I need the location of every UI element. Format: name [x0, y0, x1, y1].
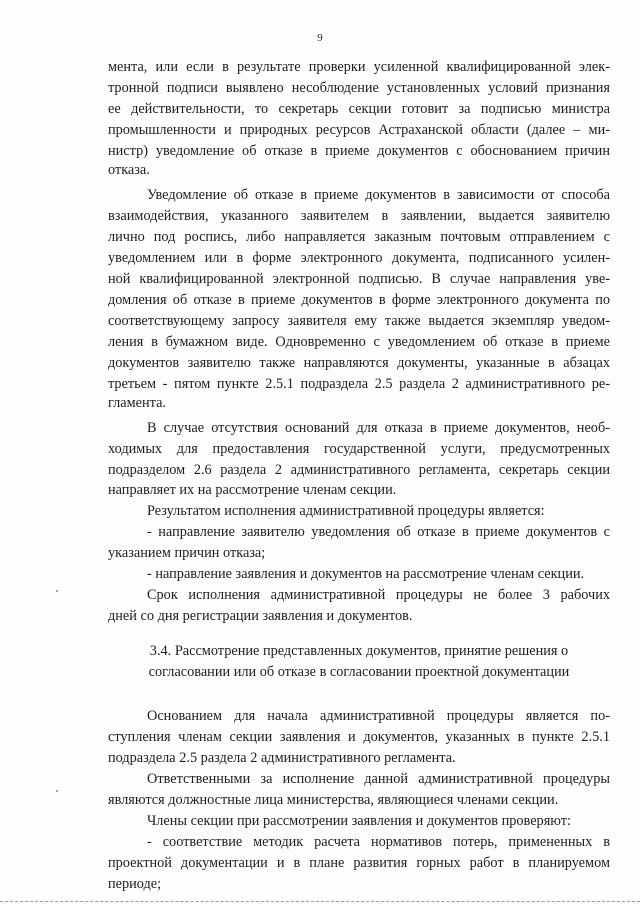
text-line: подраздела 2.5 раздела 2 административного регламента.: [108, 750, 456, 766]
text-line: ной квалифицированной электронной подписью. В случае направления уве-: [108, 271, 610, 287]
text-line: Результатом исполнения административной процедуры является:: [147, 503, 545, 519]
section-heading: 3.4. Рассмотрение представленных документов, принятие решения о: [149, 643, 569, 659]
text-line: тронной подписи выявлено несоблюдение установленных условий признания: [108, 80, 610, 96]
text-line: документов заявителю также направляются документы, указанные в абзацах: [108, 355, 610, 371]
text-line: Срок исполнения административной процедуры не более 3 рабочих: [147, 587, 610, 603]
scan-speck: [56, 590, 58, 592]
text-line: гламента.: [108, 395, 167, 411]
list-item: - соответствие методик расчета нормативов потерь, примененных в: [147, 834, 610, 850]
text-line: отказа.: [108, 162, 150, 178]
text-line: дней со дня регистрации заявления и документов.: [108, 608, 413, 624]
text-line: мента, или если в результате проверки усиленной квалифицированной элек-: [108, 59, 610, 75]
text-line: третьем - пятом пункте 2.5.1 подраздела 2.5 раздела 2 административного ре-: [108, 376, 610, 392]
text-line: указанием причин отказа;: [108, 545, 266, 561]
text-line: Ответственными за исполнение данной административной процедуры: [147, 771, 610, 787]
list-item: - направление заявления и документов на рассмотрение членам секции.: [147, 566, 585, 582]
scan-edge-line: [0, 901, 640, 902]
scan-speck: [56, 790, 58, 792]
list-item: - направление заявителю уведомления об отказе в приеме документов с: [147, 524, 610, 540]
text-line: подразделом 2.6 раздела 2 административного регламента, секретарь секции: [108, 462, 610, 478]
text-line: промышленности и природных ресурсов Астраханской области (далее – ми-: [108, 122, 610, 138]
section-heading: согласовании или об отказе в согласовании проектной документации: [148, 664, 570, 680]
text-line: ления в бумажном виде. Одновременно с уведомлением об отказе в приеме: [108, 334, 610, 350]
text-line: уведомлением или в форме электронного документа, подписанного усилен-: [108, 250, 610, 266]
text-line: лично под роспись, либо направляется заказным почтовым отправлением с: [108, 229, 610, 245]
text-line: Основанием для начала административной процедуры является по-: [147, 708, 610, 724]
text-line: Члены секции при рассмотрении заявления и документов проверяют:: [147, 813, 571, 829]
text-line: домления об отказе в приеме документов в форме электронного документа по: [108, 292, 610, 308]
text-line: направляет их на рассмотрение членам секции.: [108, 482, 397, 498]
text-line: В случае отсутствия оснований для отказа в приеме документов, необ-: [147, 420, 610, 436]
text-line: ее действительности, то секретарь секции готовит за подписью министра: [108, 101, 610, 117]
text-line: ходимых для предоставления государственной услуги, предусмотренных: [108, 441, 610, 457]
text-line: являются должностные лица министерства, являющиеся членами секции.: [108, 792, 559, 808]
text-line: периоде;: [108, 876, 162, 892]
text-line: проектной документации и в плане развития горных работ в планируемом: [108, 855, 610, 871]
text-line: взаимодействия, указанного заявителем в заявлении, выдается заявителю: [108, 208, 610, 224]
text-line: соответствующему запросу заявителя ему также выдается экземпляр уведом-: [108, 313, 610, 329]
text-line: Уведомление об отказе в приеме документов в зависимости от способа: [147, 187, 610, 203]
page-number: 9: [317, 32, 323, 44]
text-line: ступления членам секции заявления и документов, указанных в пункте 2.5.1: [108, 729, 610, 745]
text-line: нистр) уведомление об отказе в приеме документов с обоснованием причин: [108, 143, 610, 159]
